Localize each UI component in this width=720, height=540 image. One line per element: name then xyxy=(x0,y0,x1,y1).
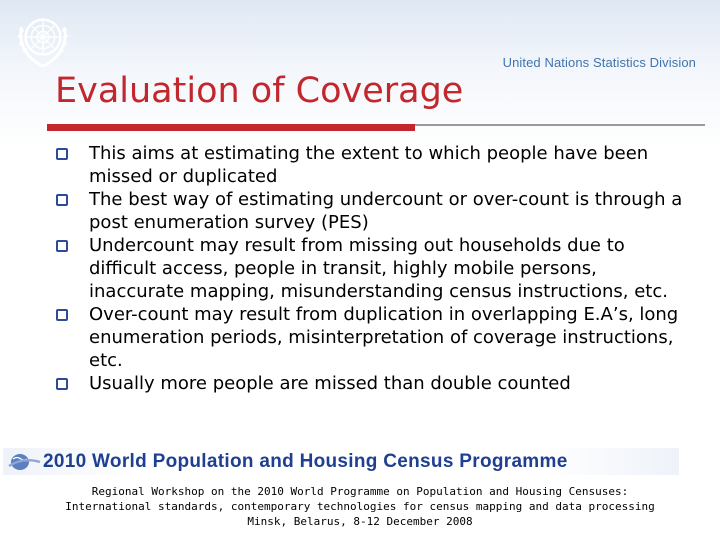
org-name: United Nations Statistics Division xyxy=(502,55,696,70)
title-underline-red xyxy=(47,124,415,131)
bullet-text: Undercount may result from missing out households due to difficult access, people in transit, highly mobile persons, inaccurate mapping, misunderstanding census instructions, etc. xyxy=(89,235,668,302)
checkbox-bullet-icon xyxy=(56,309,68,321)
globe-swoosh-icon xyxy=(7,451,41,473)
checkbox-bullet-icon xyxy=(56,148,68,160)
bullet-list xyxy=(54,142,694,395)
bullet-item xyxy=(54,372,694,395)
bullet-item xyxy=(54,234,694,303)
checkbox-bullet-icon xyxy=(56,378,68,390)
banner-text: 2010 World Population and Housing Census Programme xyxy=(43,451,568,472)
bullet-item xyxy=(54,142,694,188)
footer-line: Regional Workshop on the 2010 World Programme on Population and Housing Censuses: xyxy=(91,485,629,498)
slide-title: Evaluation of Coverage xyxy=(55,71,464,111)
programme-banner xyxy=(3,448,679,475)
bullet-text: Usually more people are missed than double counted xyxy=(89,373,571,394)
bullet-item xyxy=(54,303,694,372)
footer-text xyxy=(10,484,710,529)
bullet-text: The best way of estimating undercount or over-count is through a post enumeration survey (PES) xyxy=(89,189,683,233)
checkbox-bullet-icon xyxy=(56,240,68,252)
bullet-text: This aims at estimating the extent to which people have been missed or duplicated xyxy=(89,143,649,187)
checkbox-bullet-icon xyxy=(56,194,68,206)
un-emblem-icon xyxy=(12,8,74,70)
footer-line: International standards, contemporary technologies for census mapping and data processing xyxy=(65,500,655,513)
bullet-item xyxy=(54,188,694,234)
bullet-text: Over-count may result from duplication in overlapping E.A’s, long enumeration periods, misinterpretation of coverage instructions, etc. xyxy=(89,304,679,371)
footer-line: Minsk, Belarus, 8-12 December 2008 xyxy=(247,515,473,528)
title-underline-gray xyxy=(415,124,705,126)
